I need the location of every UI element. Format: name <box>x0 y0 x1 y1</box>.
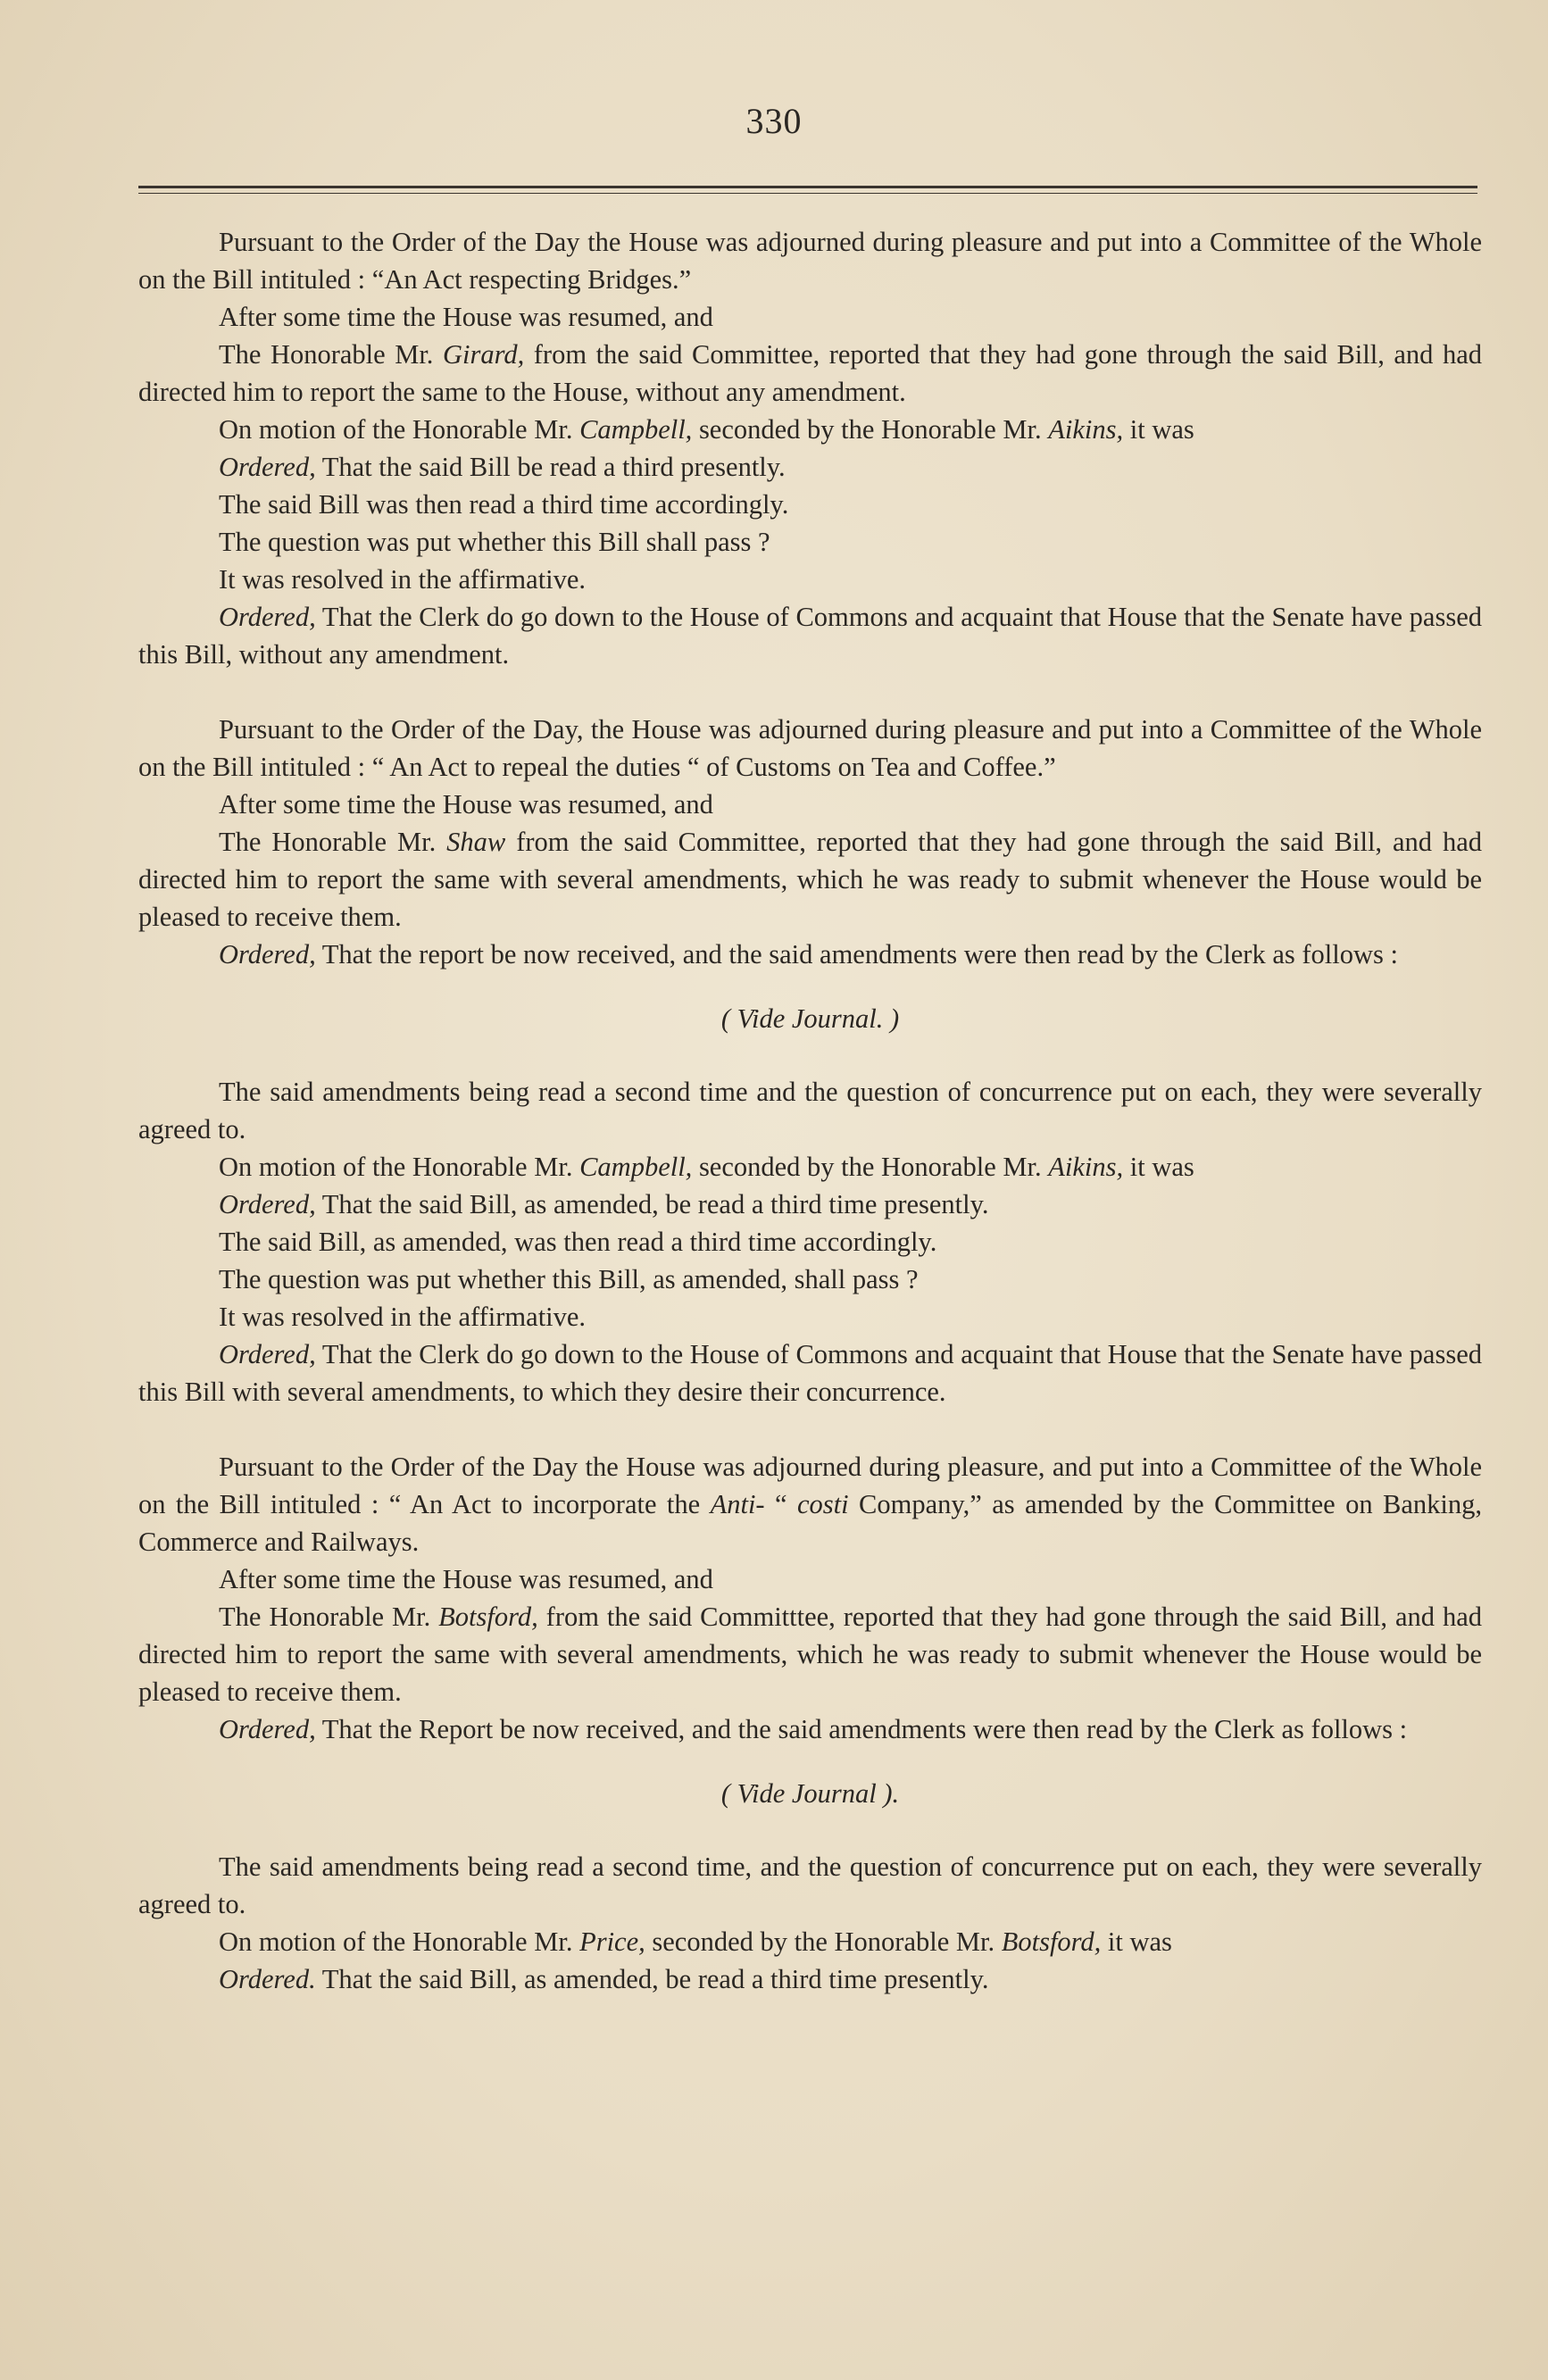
member-name: Shaw <box>446 827 506 857</box>
header-rule-thick <box>138 186 1477 188</box>
member-name: Campbell, <box>579 1152 693 1182</box>
paragraph: On motion of the Honorable Mr. Campbell, seconded by the Honorable Mr. Aikins, it was <box>219 1152 1194 1182</box>
paragraph: The Honorable Mr. Girard, from the said Committee, reported that they had gone through the said Bill, and had directed him to report the same to the House, without any amendment. <box>138 339 1483 407</box>
company-name: Anti- <box>710 1489 765 1519</box>
paragraph: On motion of the Honorable Mr. Price, seconded by the Honorable Mr. Botsford, it was <box>219 1926 1172 1957</box>
paragraph: Ordered, That the said Bill be read a third presently. <box>219 452 786 482</box>
company-name: costi <box>796 1489 849 1519</box>
paragraph: The Honorable Mr. Shaw from the said Committee, reported that they had gone through the said Bill, and had directed him to report the same with several amendments, which he was ready to submit whenever the House would be pleased to receive them. <box>138 827 1482 932</box>
paragraph: It was resolved in the affirmative. <box>219 1302 587 1332</box>
section-gap <box>138 673 1482 711</box>
paragraph: After some time the House was resumed, and <box>219 789 713 820</box>
member-name: Girard, <box>442 339 525 370</box>
paragraph: The said Bill was then read a third time accordingly. <box>219 489 789 520</box>
paragraph: The said amendments being read a second time and the question of concurrence put on each, they were severally agreed to. <box>138 1077 1482 1144</box>
paragraph: Pursuant to the Order of the Day, the House was adjourned during pleasure and put into a Committee of the Whole on the Bill intituled : “ An Act to repeal the duties “ of Customs on Tea and Coffee.” <box>138 714 1482 782</box>
paragraph: Ordered. That the said Bill, as amended, be read a third time presently. <box>219 1964 989 1994</box>
section-gap <box>138 1411 1482 1448</box>
member-name: Aikins, <box>1048 414 1124 445</box>
paragraph: Ordered, That the Clerk do go down to the House of Commons and acquaint that House that the Senate have passed this Bill with several amendments, to which they desire their concurrence. <box>138 1339 1482 1407</box>
header-rule-thin <box>138 193 1477 194</box>
page-number: 330 <box>745 101 803 141</box>
paragraph: After some time the House was resumed, and <box>219 302 713 332</box>
member-name: Campbell, <box>579 414 693 445</box>
journal-text <box>138 223 1482 1998</box>
paragraph: Pursuant to the Order of the Day the House was adjourned during pleasure and put into a Committee of the Whole on the Bill intituled : “An Act respecting Bridges.” <box>138 227 1482 295</box>
member-name: Aikins, <box>1048 1152 1124 1182</box>
vide-journal: ( Vide Journal. ) <box>720 1003 900 1034</box>
paragraph: Ordered, That the Clerk do go down to the House of Commons and acquaint that House that the Senate have passed this Bill, without any amendment. <box>138 602 1482 670</box>
paragraph: The said Bill, as amended, was then read a third time accordingly. <box>219 1227 937 1257</box>
paragraph: Ordered, That the report be now received, and the said amendments were then read by the Clerk as follows : <box>219 939 1398 969</box>
member-name: Botsford, <box>438 1602 538 1632</box>
paragraph: It was resolved in the affirmative. <box>219 564 587 595</box>
paragraph: Pursuant to the Order of the Day the House was adjourned during pleasure, and put into a Committee of the Whole on the Bill intituled : “ An Act to incorporate the Anti- “ costi Company,” as amended by the Committee on Banking, Commerce and Railways. <box>138 1452 1482 1557</box>
member-name: Price, <box>579 1926 645 1957</box>
paragraph: After some time the House was resumed, and <box>219 1564 713 1594</box>
paragraph: Ordered, That the said Bill, as amended, be read a third time presently. <box>219 1189 989 1219</box>
member-name: Botsford, <box>1001 1926 1102 1957</box>
paragraph: The Honorable Mr. Botsford, from the said Committtee, reported that they had gone through the said Bill, and had directed him to report the same with several amendments, which he was ready to submit whenever the House would be pleased to receive them. <box>138 1602 1482 1707</box>
vide-journal: ( Vide Journal ). <box>720 1778 900 1809</box>
paragraph: Ordered, That the Report be now received, and the said amendments were then read by the Clerk as follows : <box>219 1714 1408 1744</box>
paragraph: On motion of the Honorable Mr. Campbell, seconded by the Honorable Mr. Aikins, it was <box>219 414 1194 445</box>
paragraph: The said amendments being read a second time, and the question of concurrence put on each, they were severally agreed to. <box>138 1852 1482 1919</box>
paragraph: The question was put whether this Bill, as amended, shall pass ? <box>219 1264 919 1294</box>
paragraph: The question was put whether this Bill shall pass ? <box>219 527 770 557</box>
